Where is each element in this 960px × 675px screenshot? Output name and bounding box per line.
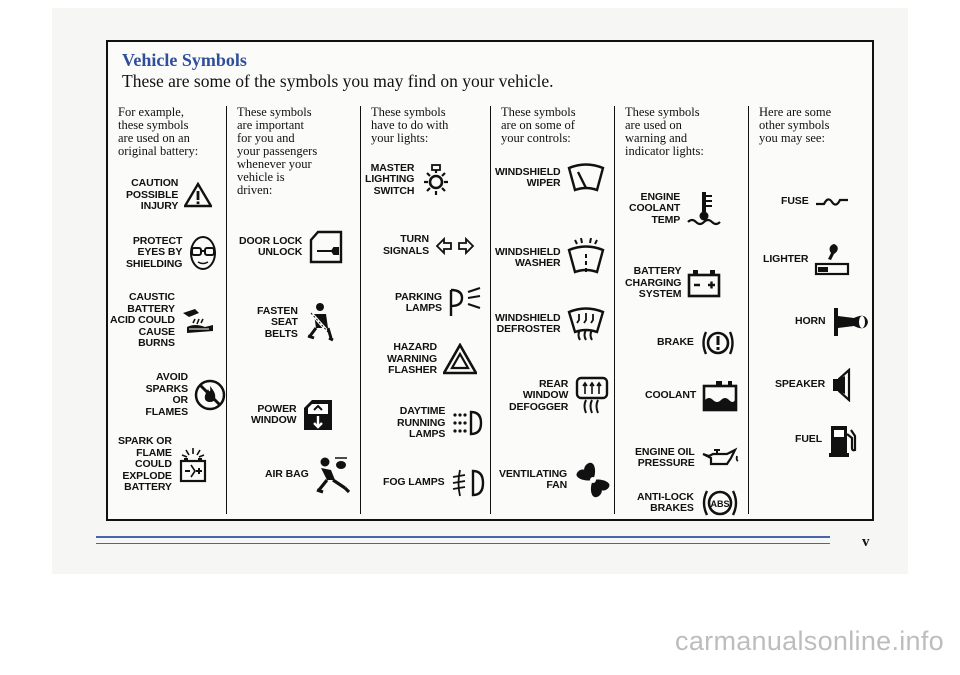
hazard-triangle-icon <box>443 343 477 375</box>
symbol-label: AVOID SPARKS OR FLAMES <box>145 371 188 418</box>
symbol-speaker <box>775 368 857 402</box>
no-flame-icon <box>194 379 226 411</box>
footer-rule <box>96 536 830 538</box>
symbol-rear-defogger <box>509 376 610 416</box>
symbol-label: FUEL <box>795 433 823 446</box>
symbol-label: FASTEN SEAT BELTS <box>257 304 298 340</box>
symbol-anti-lock-brakes <box>637 486 740 520</box>
vehicle-symbols-panel <box>106 40 874 521</box>
battery-icon <box>687 268 721 298</box>
fuel-pump-icon <box>828 422 858 458</box>
column-intro: These symbols are used on warning and indicator lights: <box>625 105 704 158</box>
seat-belt-icon <box>304 302 334 344</box>
lighter-icon <box>814 242 850 278</box>
symbol-air-bag <box>265 456 351 494</box>
caution-triangle-icon <box>184 182 212 208</box>
symbol-hazard-flasher <box>387 342 477 377</box>
symbol-brake <box>657 326 736 360</box>
symbol-lighter <box>763 242 850 278</box>
symbol-caution-injury <box>126 178 212 213</box>
washer-icon <box>567 238 605 278</box>
symbol-label: DAYTIME RUNNING LAMPS <box>397 405 446 440</box>
page-number: v <box>862 534 870 550</box>
column-intro: These symbols have to do with your lights: <box>371 105 449 145</box>
symbol-label: LIGHTER <box>763 253 809 266</box>
symbol-coolant <box>645 380 738 412</box>
brake-icon <box>700 326 736 360</box>
wiper-icon <box>567 162 605 194</box>
symbol-label: WINDSHIELD WASHER <box>495 245 561 269</box>
column-controls <box>490 106 614 514</box>
symbol-label: BATTERY CHARGING SYSTEM <box>625 265 682 300</box>
column-warning-lights <box>614 106 748 514</box>
symbol-label: ENGINE OIL PRESSURE <box>635 445 695 469</box>
symbol-label: ANTI-LOCK BRAKES <box>637 490 694 514</box>
column-other-symbols <box>748 106 872 514</box>
symbol-label: MASTER LIGHTING SWITCH <box>365 161 415 197</box>
symbol-protect-eyes <box>126 234 218 272</box>
symbol-label: WINDSHIELD DEFROSTER <box>495 311 561 335</box>
rear-defogger-icon <box>574 376 610 416</box>
symbol-parking-lamps <box>395 286 482 320</box>
symbol-spark-explode <box>118 436 208 494</box>
parking-lamps-icon <box>448 286 482 320</box>
battery-explode-icon <box>178 446 208 484</box>
symbol-label: TURN SIGNALS <box>383 233 429 257</box>
symbol-horn <box>795 306 870 338</box>
door-lock-icon <box>308 230 344 264</box>
fan-icon <box>573 460 613 500</box>
symbol-label: COOLANT <box>645 389 697 402</box>
daytime-running-icon <box>451 407 483 439</box>
power-window-icon <box>302 398 334 432</box>
oil-can-icon <box>701 446 741 470</box>
symbol-windshield-washer <box>495 238 605 278</box>
symbol-door-lock <box>239 230 344 264</box>
master-lighting-icon <box>420 162 452 198</box>
symbol-label: POWER WINDOW <box>251 402 297 426</box>
symbol-label: CAUSTIC BATTERY ACID COULD CAUSE BURNS <box>110 291 175 349</box>
symbol-label: REAR WINDOW DEFOGGER <box>509 377 569 413</box>
symbol-caustic-acid <box>110 292 215 350</box>
speaker-icon <box>831 368 857 402</box>
air-bag-icon <box>315 456 351 494</box>
symbol-windshield-defroster <box>495 306 605 342</box>
symbol-fog-lamps <box>383 468 485 498</box>
coolant-temp-icon <box>686 190 722 228</box>
symbol-windshield-wiper <box>495 162 605 194</box>
fuse-icon <box>815 194 849 210</box>
column-passengers <box>226 106 360 514</box>
symbol-label: PARKING LAMPS <box>395 290 442 314</box>
symbol-label: AIR BAG <box>265 468 309 481</box>
symbol-seat-belts <box>257 302 334 344</box>
symbol-label: DOOR LOCK UNLOCK <box>239 234 303 258</box>
column-battery <box>108 106 226 514</box>
symbol-label: WINDSHIELD WIPER <box>495 165 561 189</box>
eye-shield-icon <box>188 234 218 272</box>
column-intro: Here are some other symbols you may see: <box>759 105 832 145</box>
symbol-daytime-running <box>397 406 483 441</box>
symbol-label: FUSE <box>781 195 809 208</box>
symbol-battery-charging <box>625 266 721 301</box>
symbol-label: SPARK OR FLAME COULD EXPLODE BATTERY <box>118 435 172 493</box>
turn-signals-icon <box>435 237 475 255</box>
symbol-label: BRAKE <box>657 336 694 349</box>
watermark: carmanualsonline.info <box>675 626 944 656</box>
footer-rule-thin <box>96 543 830 544</box>
symbol-avoid-sparks <box>130 372 226 418</box>
column-intro: For example, these symbols are used on an original battery: <box>118 105 199 158</box>
symbol-label: HAZARD WARNING FLASHER <box>387 341 438 376</box>
section-title: Vehicle Symbols <box>122 50 247 70</box>
acid-burn-icon <box>181 307 215 335</box>
symbol-fuse <box>781 194 849 210</box>
symbol-label: CAUTION POSSIBLE INJURY <box>126 177 179 212</box>
symbol-label: PROTECT EYES BY SHIELDING <box>126 234 183 270</box>
defroster-icon <box>567 306 605 342</box>
symbol-fuel <box>795 422 858 458</box>
column-intro: These symbols are important for you and your passengers whenever your vehicle is driven: <box>237 105 318 197</box>
symbol-label: SPEAKER <box>775 378 826 391</box>
coolant-icon <box>702 380 738 412</box>
symbol-engine-oil-pressure <box>635 446 741 470</box>
symbol-label: VENTILATING FAN <box>499 467 568 491</box>
symbol-power-window <box>251 398 334 432</box>
abs-icon-text: ABS <box>710 499 730 509</box>
symbol-ventilating-fan <box>499 460 613 500</box>
fog-lamps-icon <box>451 468 485 498</box>
section-subtitle: These are some of the symbols you may find on your vehicle. <box>122 71 554 91</box>
symbol-master-lighting <box>365 162 452 198</box>
abs-icon <box>700 486 740 520</box>
symbol-engine-coolant-temp <box>629 190 722 228</box>
column-lights <box>360 106 490 514</box>
column-intro: These symbols are on some of your controls: <box>501 105 576 145</box>
symbol-label: ENGINE COOLANT TEMP <box>629 190 681 226</box>
symbol-label: FOG LAMPS <box>383 476 445 489</box>
symbol-label: HORN <box>795 315 826 328</box>
symbol-turn-signals <box>383 234 475 257</box>
horn-icon <box>832 306 870 338</box>
